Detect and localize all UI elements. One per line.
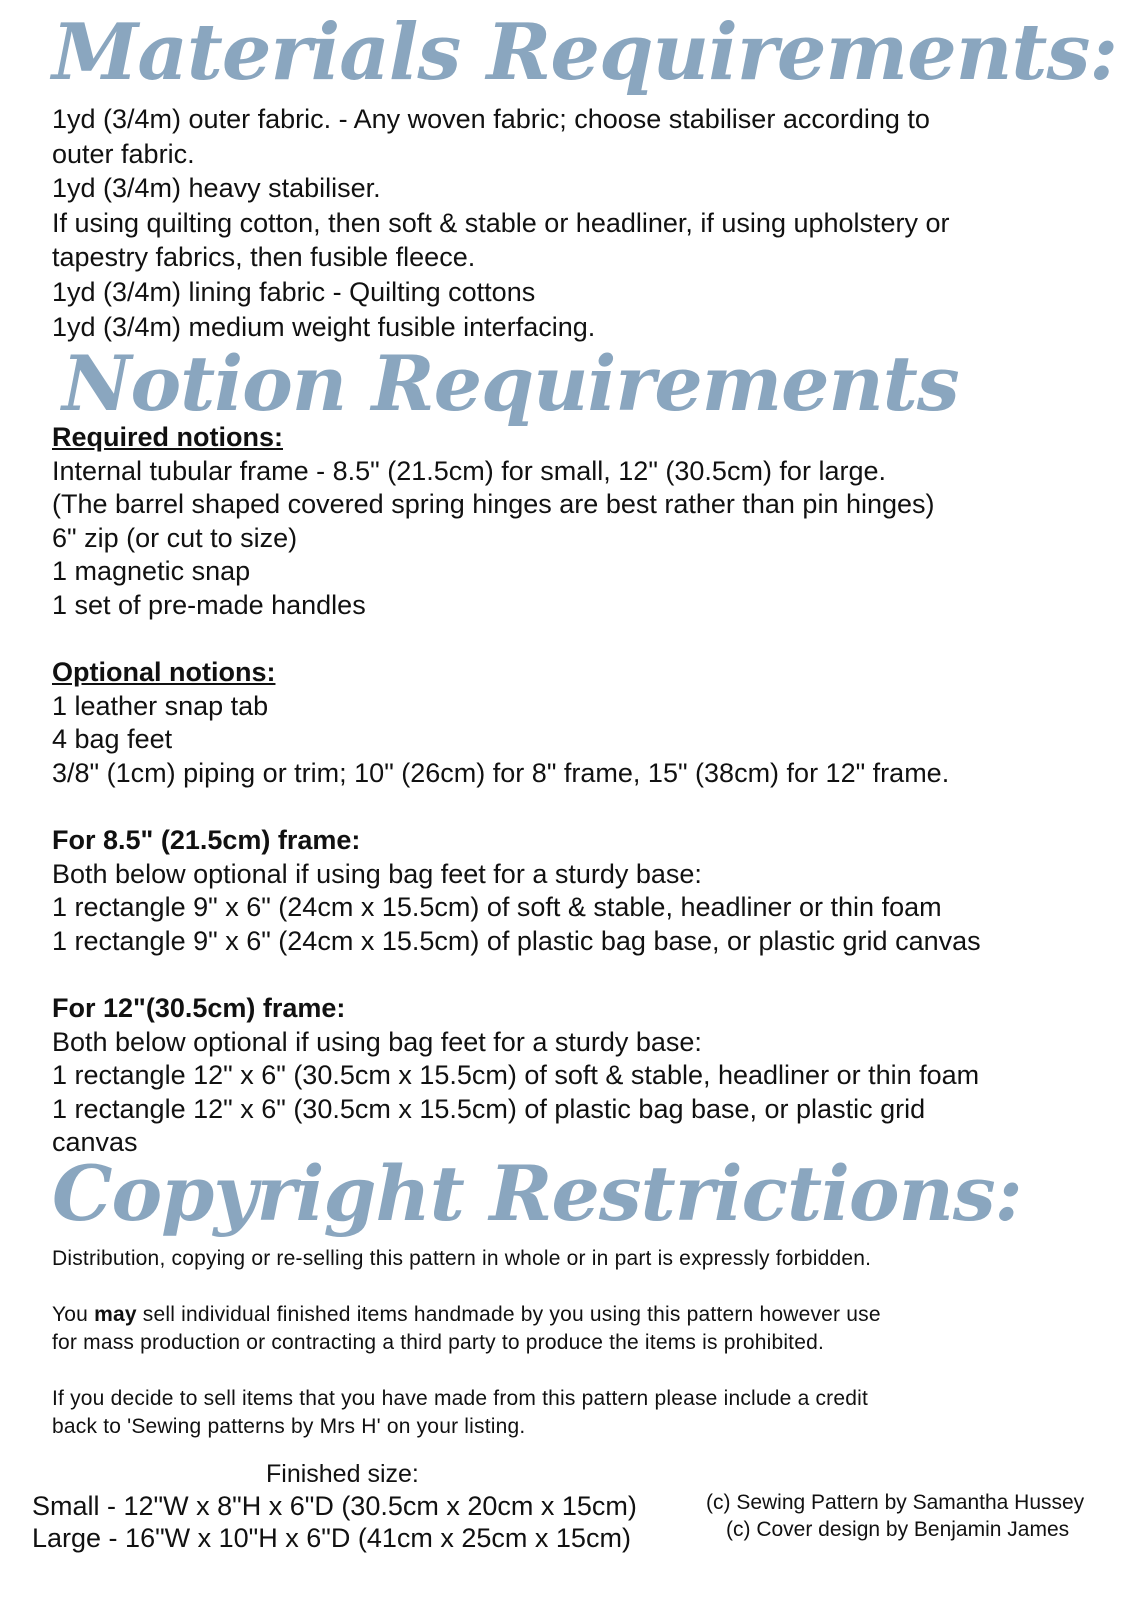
required-notion-item: Internal tubular frame - 8.5" (21.5cm) for small, 12" (30.5cm) for large. [52,455,886,486]
required-notions-title: Required notions: [52,422,283,452]
copyright-text-part: You [52,1303,95,1326]
materials-line: 1yd (3/4m) heavy stabiliser. [52,173,381,204]
materials-line: 1yd (3/4m) lining fabric - Quilting cottons [52,276,536,307]
small-frame-item: Both below optional if using bag feet for a sturdy base: [52,858,702,889]
copyright-paragraph [52,1301,1095,1329]
copyright-paragraph: Distribution, copying or re-selling this pattern in whole or in part is expressly forbidden. [52,1247,872,1270]
required-notion-item: 1 set of pre-made handles [52,589,366,620]
required-notion-item: 6" zip (or cut to size) [52,522,298,553]
copyright-paragraph: for mass production or contracting a third party to produce the items is prohibited. [52,1331,825,1354]
copyright-text [52,1245,1095,1441]
copyright-emphasis: may [94,1303,137,1326]
large-frame-item: 1 rectangle 12" x 6" (30.5cm x 15.5cm) of plastic bag base, or plastic grid [52,1093,926,1124]
optional-notion-item: 3/8" (1cm) piping or trim; 10" (26cm) for 8" frame, 15" (38cm) for 12" frame. [52,757,950,788]
cover-credit: (c) Cover design by Benjamin James [726,1518,1070,1541]
large-frame-item: Both below optional if using bag feet for a sturdy base: [52,1026,702,1057]
optional-notions-title: Optional notions: [52,657,276,688]
required-notion-item: 1 magnetic snap [52,556,251,587]
small-frame-item: 1 rectangle 9" x 6" (24cm x 15.5cm) of soft & stable, headliner or thin foam [52,892,942,923]
large-frame-item: canvas [52,1127,138,1158]
materials-list [52,102,1095,344]
small-frame-title: For 8.5" (21.5cm) frame: [52,825,361,856]
copyright-text-part: sell individual finished items handmade by you using this pattern however use [136,1303,881,1326]
large-frame-title: For 12"(30.5cm) frame: [52,993,346,1024]
credits [706,1489,1116,1543]
copyright-heading: Copyright Restrictions: [52,1149,1022,1238]
finished-size-title: Finished size: [266,1460,419,1488]
copyright-paragraph: back to 'Sewing patterns by Mrs H' on your listing. [52,1415,526,1438]
required-notion-item: (The barrel shaped covered spring hinges are best rather than pin hinges) [52,489,935,520]
materials-line: 1yd (3/4m) medium weight fusible interfacing. [52,311,596,342]
notions-heading: Notion Requirements [62,339,959,428]
pattern-credit: (c) Sewing Pattern by Samantha Hussey [706,1491,1085,1514]
large-frame-item: 1 rectangle 12" x 6" (30.5cm x 15.5cm) of soft & stable, headliner or thin foam [52,1060,980,1091]
materials-line: 1yd (3/4m) outer fabric. - Any woven fabric; choose stabiliser according to [52,104,930,134]
finished-size-small: Small - 12"W x 8"H x 6"D (30.5cm x 20cm x 15cm) [32,1491,637,1521]
finished-size-large: Large - 16"W x 10"H x 6"D (41cm x 25cm x 15cm) [32,1523,631,1553]
optional-notion-item: 1 leather snap tab [52,690,269,721]
materials-line: outer fabric. [52,138,195,169]
materials-heading: Materials Requirements: [52,7,1118,98]
optional-notion-item: 4 bag feet [52,724,173,755]
copyright-paragraph: If you decide to sell items that you have made from this pattern please include a credit [52,1387,869,1410]
materials-line: If using quilting cotton, then soft & stable or headliner, if using upholstery or [52,207,950,238]
finished-size [32,1458,692,1554]
small-frame-item: 1 rectangle 9" x 6" (24cm x 15.5cm) of plastic bag base, or plastic grid canvas [52,925,981,956]
notions-list [52,421,1095,1160]
materials-line: tapestry fabrics, then fusible fleece. [52,242,476,273]
